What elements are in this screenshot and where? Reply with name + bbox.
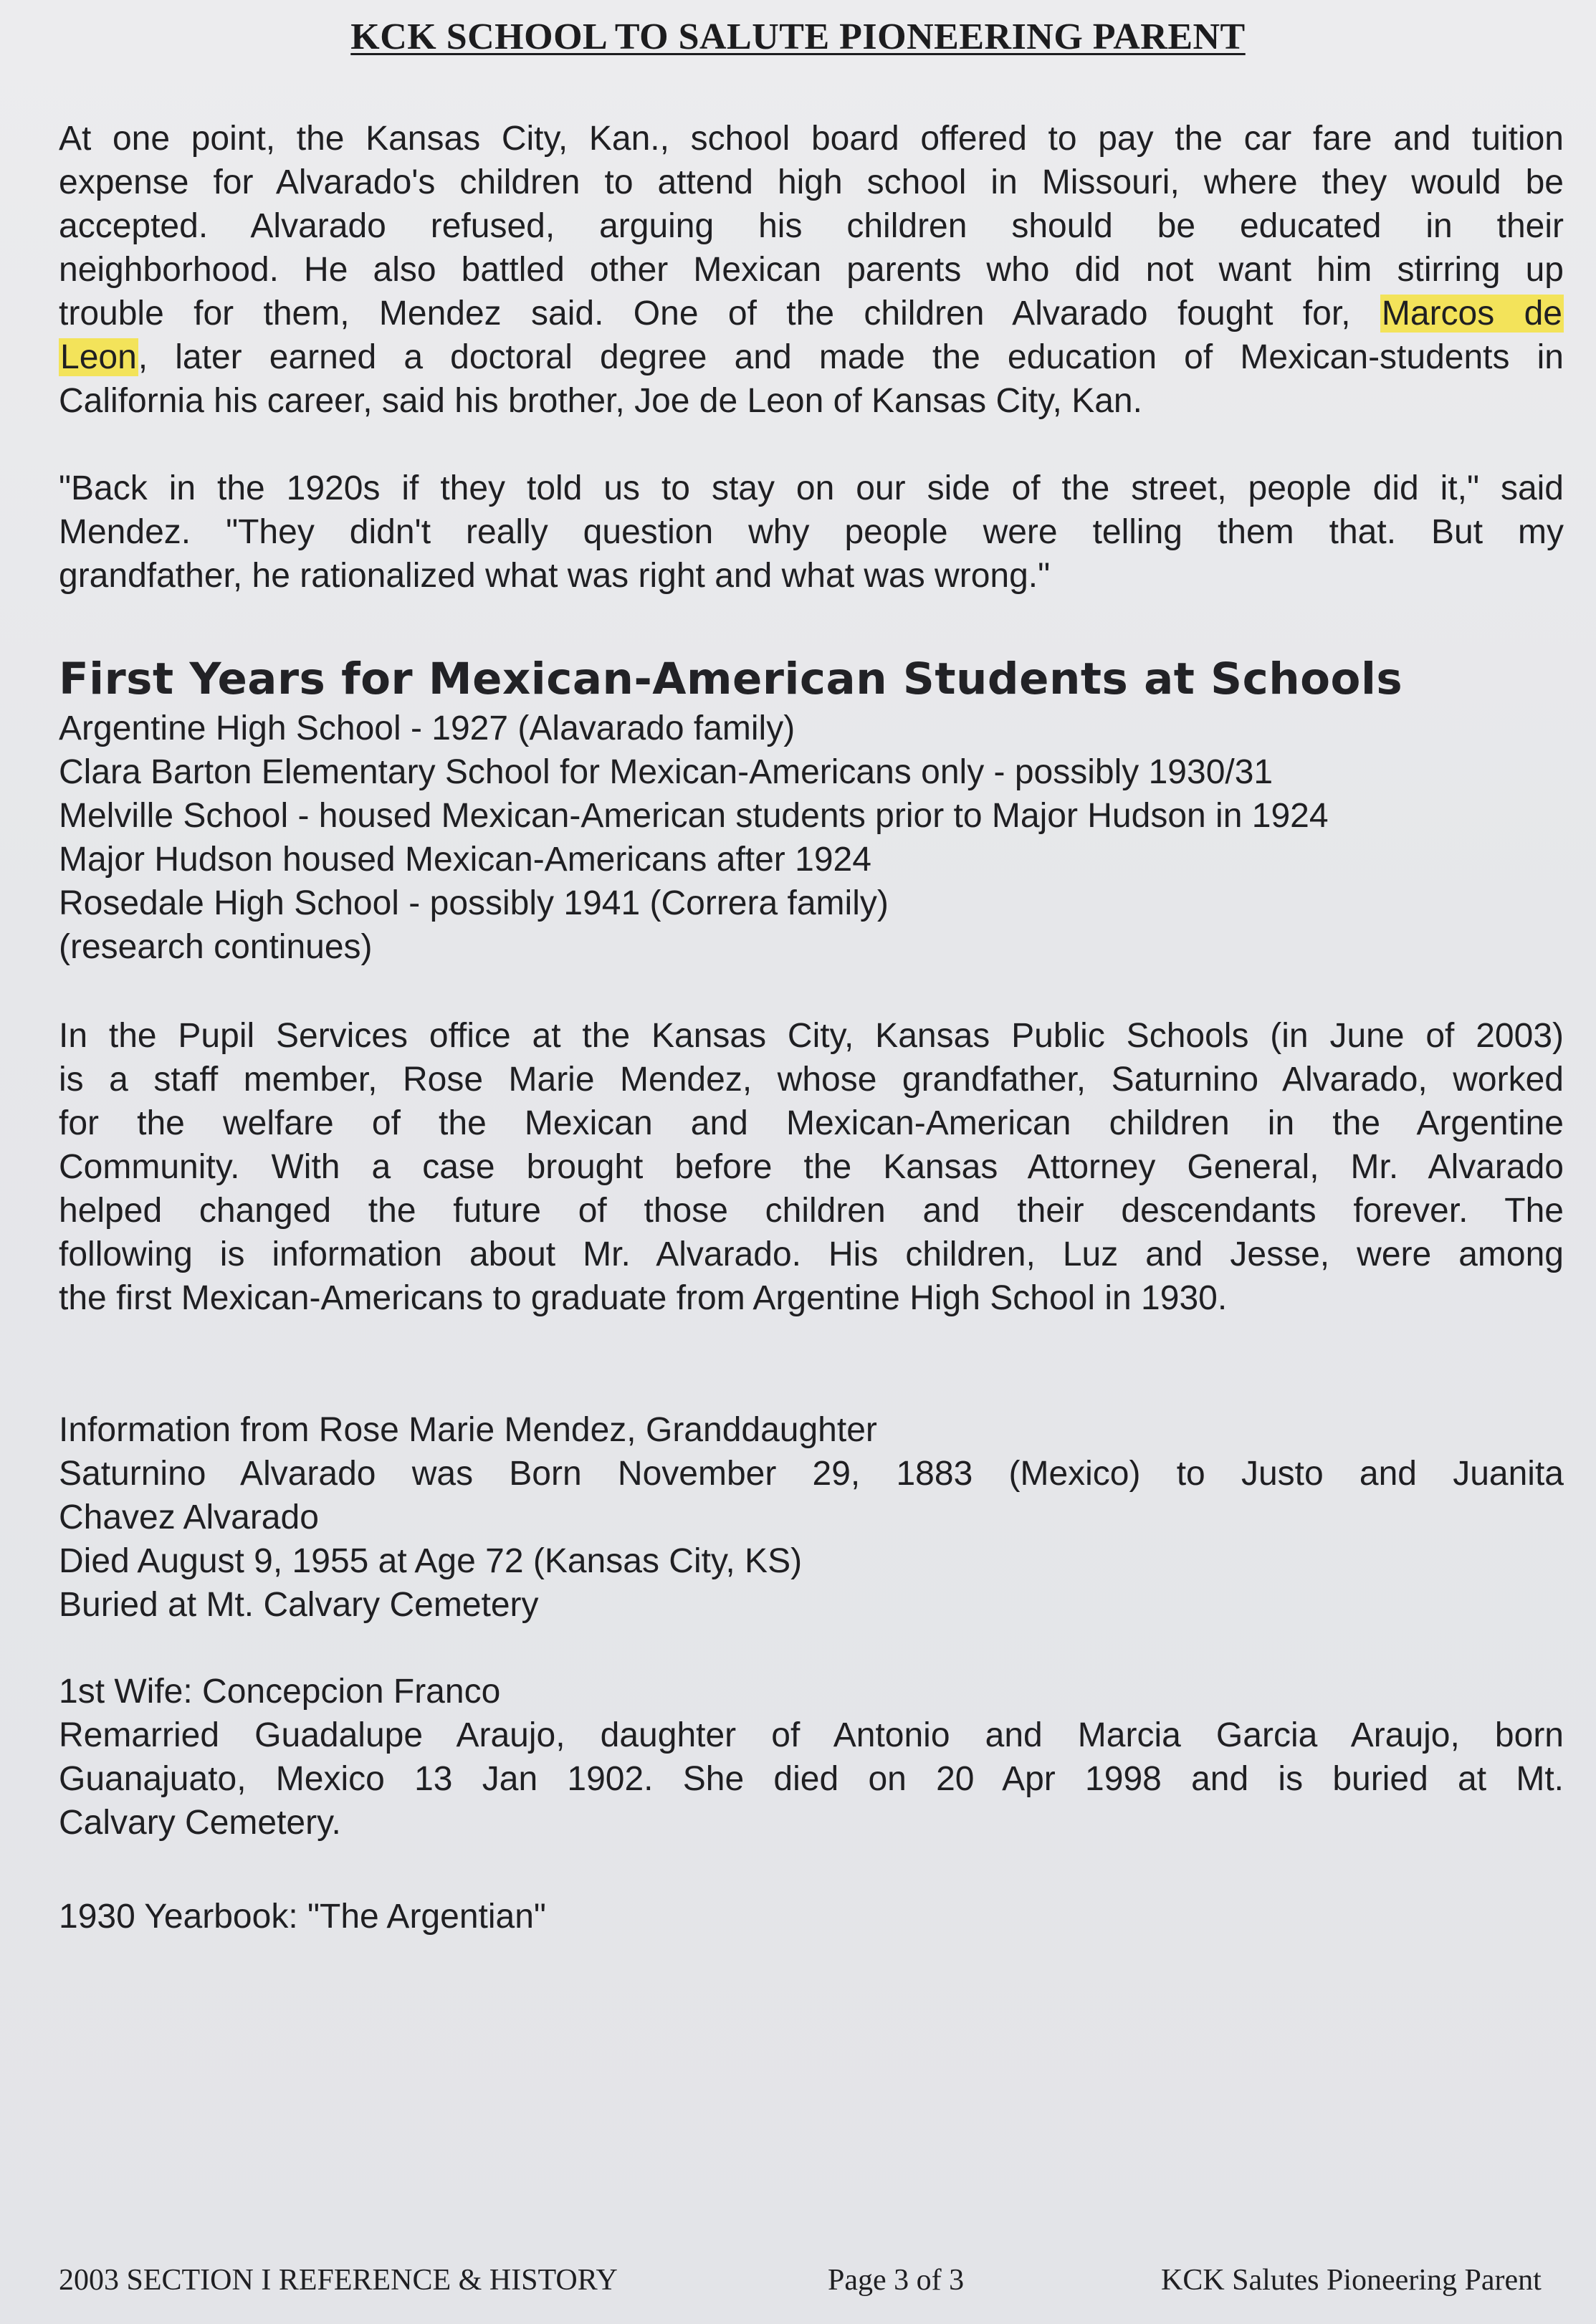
text-line: is a staff member, Rose Marie Mendez, whose grandfather, Saturnino Alvarado, worked — [59, 1061, 1564, 1099]
info-block-marriage — [59, 1670, 1564, 1845]
highlighted-name: Marcos de — [1381, 295, 1563, 333]
document-title: KCK SCHOOL TO SALUTE PIONEERING PARENT — [350, 16, 1246, 57]
text-line: for the welfare of the Mexican and Mexican-American children in the Argentine — [59, 1104, 1564, 1142]
list-item: Clara Barton Elementary School for Mexican-Americans only - possibly 1930/31 — [59, 753, 1274, 791]
list-item: (research continues) — [59, 928, 373, 966]
text-line — [59, 292, 1564, 335]
info-source: Information from Rose Marie Mendez, Granddaughter — [59, 1411, 877, 1449]
text-line: California his career, said his brother, Joe de Leon of Kansas City, Kan. — [59, 382, 1142, 420]
text-line: accepted. Alvarado refused, arguing his children should be educated in their — [59, 207, 1564, 245]
text-line: Mendez. "They didn't really question why people were telling them that. But my — [59, 513, 1564, 551]
text-segment: trouble for them, Mendez said. One of the children Alvarado fought for, — [59, 295, 1380, 333]
school-list — [59, 707, 1329, 969]
remarried-line: Calvary Cemetery. — [59, 1804, 341, 1842]
footer-section-label: 2003 SECTION I REFERENCE & HISTORY — [59, 2264, 618, 2297]
footer-running-title: KCK Salutes Pioneering Parent — [1161, 2264, 1542, 2297]
list-item: Argentine High School - 1927 (Alavarado family) — [59, 709, 795, 747]
paragraph-alvarado-refusal — [59, 117, 1564, 423]
highlighted-name: Leon — [60, 338, 137, 376]
text-line: grandfather, he rationalized what was right and what was wrong." — [59, 557, 1051, 595]
burial-line: Buried at Mt. Calvary Cemetery — [59, 1586, 539, 1624]
list-item: Rosedale High School - possibly 1941 (Correra family) — [59, 884, 889, 922]
text-line: "Back in the 1920s if they told us to stay on our side of the street, people did it," said — [59, 469, 1564, 507]
paragraph-pupil-services — [59, 1014, 1564, 1320]
yearbook-line — [59, 1895, 1564, 1938]
birth-line: Saturnino Alvarado was Born November 29, 1883 (Mexico) to Justo and Juanita — [59, 1455, 1564, 1493]
first-wife: 1st Wife: Concepcion Franco — [59, 1673, 501, 1711]
info-block-genealogy — [59, 1408, 1564, 1627]
text-line: helped changed the future of those children and their descendants forever. The — [59, 1192, 1564, 1230]
footer-page-number: Page 3 of 3 — [828, 2264, 965, 2297]
text-line: expense for Alvarado's children to attend high school in Missouri, where they would be — [59, 163, 1564, 201]
birth-line: Chavez Alvarado — [59, 1498, 319, 1536]
section-heading: First Years for Mexican-American Students at Schools — [59, 654, 1403, 704]
text-line: following is information about Mr. Alvarado. His children, Luz and Jesse, were among — [59, 1235, 1564, 1273]
text-line: Community. With a case brought before the Kansas Attorney General, Mr. Alvarado — [59, 1148, 1564, 1186]
text-line: neighborhood. He also battled other Mexican parents who did not want him stirring up — [59, 251, 1564, 289]
yearbook-text: 1930 Yearbook: "The Argentian" — [59, 1898, 546, 1936]
death-line: Died August 9, 1955 at Age 72 (Kansas City, KS) — [59, 1542, 803, 1580]
list-item: Major Hudson housed Mexican-Americans after 1924 — [59, 841, 871, 879]
text-line: the first Mexican-Americans to graduate from Argentine High School in 1930. — [59, 1279, 1228, 1317]
text-segment: , later earned a doctoral degree and made the education of Mexican-students in — [138, 338, 1564, 376]
text-line: At one point, the Kansas City, Kan., school board offered to pay the car fare and tuition — [59, 120, 1564, 158]
text-line: In the Pupil Services office at the Kansas City, Kansas Public Schools (in June of 2003) — [59, 1017, 1564, 1055]
list-item: Melville School - housed Mexican-American students prior to Major Hudson in 1924 — [59, 797, 1329, 835]
remarried-line: Remarried Guadalupe Araujo, daughter of Antonio and Marcia Garcia Araujo, born — [59, 1716, 1564, 1754]
text-line — [59, 335, 1564, 379]
remarried-line: Guanajuato, Mexico 13 Jan 1902. She died on 20 Apr 1998 and is buried at Mt. — [59, 1760, 1564, 1798]
paragraph-mendez-quote — [59, 467, 1564, 598]
